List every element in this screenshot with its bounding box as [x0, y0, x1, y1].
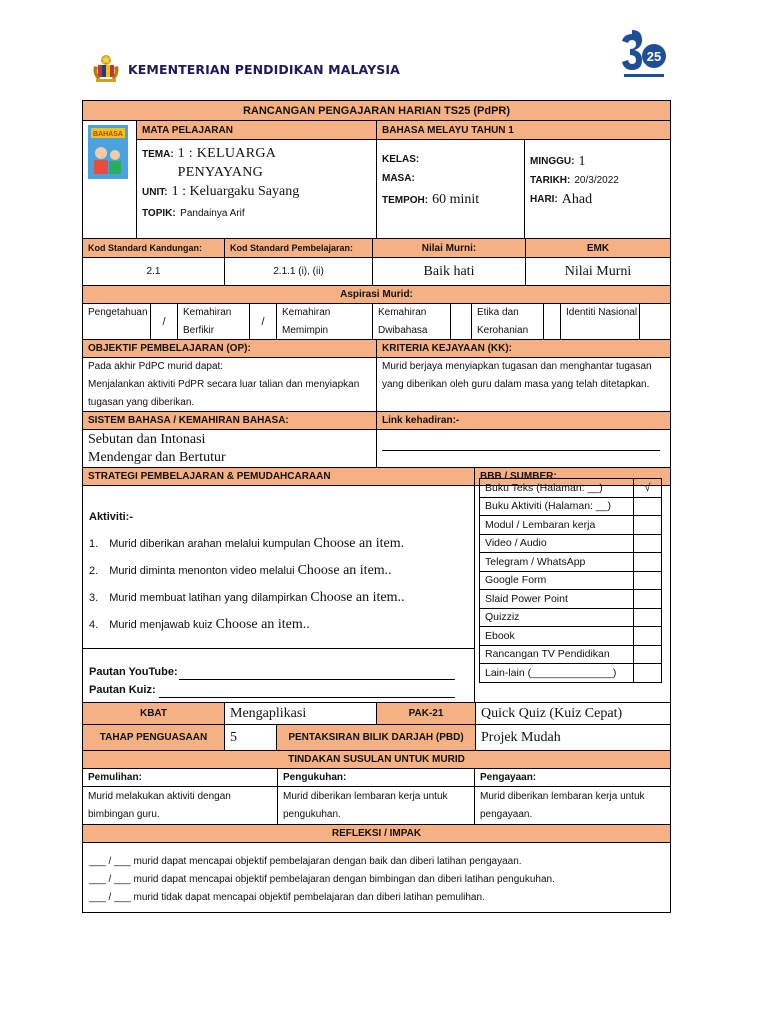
refleksi-row — [83, 843, 670, 913]
aspirasi-label-2: Kemahiran Berfikir — [178, 304, 250, 339]
pbd-label: PENTAKSIRAN BILIK DARJAH (PBD) — [277, 725, 476, 750]
sistem-row — [83, 430, 670, 468]
sistem-header-row — [83, 412, 670, 430]
form-title-row — [83, 101, 670, 121]
youtube-link-input[interactable] — [179, 679, 455, 680]
pengukuhan-text: Murid diberikan lembaran kerja untuk pengukuhan. — [278, 787, 475, 824]
book-cover-title: BAHASA — [93, 131, 123, 138]
form-title: RANCANGAN PENGAJARAN HARIAN TS25 (PdPR) — [242, 104, 511, 117]
activities-divider — [83, 648, 474, 649]
masa-label: MASA: — [382, 173, 415, 184]
pengukuhan-label: Pengukuhan: — [278, 769, 475, 786]
unit-value: 1 : Keluargaku Sayang — [171, 184, 300, 199]
sistem-value-1: Sebutan dan Intonasi — [88, 432, 206, 447]
kelas-label: KELAS: — [382, 154, 420, 165]
link-input[interactable] — [382, 450, 660, 451]
refleksi-line-2: ___ / ___ murid dapat mencapai objektif pembelajaran dengan bimbingan dan diberi latihan pengukuhan. — [89, 874, 555, 885]
bbb-tick[interactable] — [634, 646, 661, 664]
tahap-row — [83, 725, 670, 751]
op-kk-header-row — [83, 340, 670, 358]
activity-choice-1[interactable]: Choose an item. — [313, 536, 405, 551]
pengayaan-label: Pengayaan: — [480, 772, 537, 783]
ksk-label: Kod Standard Kandungan: — [83, 239, 225, 257]
bbb-tick[interactable] — [634, 516, 661, 534]
bbb-row: Quizziz — [480, 609, 661, 628]
topik-value: Pandainya Arif — [180, 208, 245, 219]
logo-text: 25 — [646, 49, 662, 64]
nilai-value: Baik hati — [373, 258, 526, 285]
kbat-value[interactable]: Mengaplikasi — [225, 703, 377, 724]
link-label: Link kehadiran:- — [382, 415, 460, 426]
ksp-label: Kod Standard Pembelajaran: — [225, 239, 373, 257]
topik-label: TOPIK: — [142, 208, 176, 219]
tarikh-label: TARIKH: — [530, 175, 571, 186]
book-cover-cell — [83, 121, 137, 238]
tahap-value[interactable]: 5 — [225, 725, 277, 750]
bbb-tick[interactable] — [634, 590, 661, 608]
pemulihan-label: Pemulihan: — [83, 769, 278, 786]
bbb-tick[interactable] — [634, 498, 661, 516]
tarikh-value: 20/3/2022 — [574, 175, 619, 186]
emk-label: EMK — [586, 242, 610, 254]
kuiz-label: Pautan Kuiz: — [89, 684, 156, 696]
pak-value[interactable]: Quick Quiz (Kuiz Cepat) — [481, 705, 623, 721]
minggu-label: MINGGU: — [530, 156, 575, 167]
emk-value: Nilai Murni — [564, 263, 632, 279]
mata-pelajaran-label: MATA PELAJARAN — [137, 121, 376, 140]
unit-label: UNIT: — [142, 186, 168, 198]
aspirasi-label-5: Etika dan Kerohanian — [472, 304, 544, 339]
bbb-tick[interactable] — [634, 535, 661, 553]
tindakan-text-row — [83, 787, 670, 825]
activity-choice-2[interactable]: Choose an item.. — [297, 563, 392, 578]
aktiviti-label: Aktiviti:- — [89, 511, 133, 523]
bbb-tick[interactable]: √ — [644, 481, 651, 494]
bbb-tick[interactable] — [634, 664, 661, 682]
malaysia-crest-icon — [91, 52, 121, 84]
subject-block — [83, 121, 670, 239]
bbb-row: Buku Aktiviti (Halaman: __) — [480, 498, 661, 517]
activity-choice-4[interactable]: Choose an item.. — [215, 617, 310, 632]
subject-info-cell — [137, 121, 377, 238]
refleksi-line-1: ___ / ___ murid dapat mencapai objektif pembelajaran dengan baik dan diberi latihan pengayaan. — [89, 856, 522, 867]
strategi-label: STRATEGI PEMBELAJARAN & PEMUDAHCARAAN — [83, 468, 475, 485]
ts25-logo-icon — [620, 26, 668, 80]
refleksi-cell — [83, 843, 670, 912]
standards-header-row — [83, 239, 670, 258]
kuiz-link-input[interactable] — [159, 697, 455, 698]
op-text-cell — [83, 358, 377, 411]
bbb-label: BBB / SUMBER: — [480, 471, 557, 482]
standards-values-row — [83, 258, 670, 286]
aspirasi-mark-2[interactable]: / — [250, 304, 277, 339]
activity-item-1: 1. Murid diberikan arahan melalui kumpulan Choose an item. — [89, 536, 405, 551]
tindakan-labels-row — [83, 769, 670, 787]
activity-item-3: 3. Murid membuat latihan yang dilampirkan Choose an item.. — [89, 590, 405, 605]
aspirasi-header-row — [83, 286, 670, 304]
aspirasi-label-1: Pengetahuan — [83, 304, 151, 339]
kk-label: KRITERIA KEJAYAAN (KK): — [382, 343, 513, 354]
bbb-row: Lain-lain (______________) — [480, 664, 661, 683]
pemulihan-text: Murid melakukan aktiviti dengan bimbingan guru. — [83, 787, 278, 824]
aspirasi-mark-1[interactable]: / — [151, 304, 178, 339]
textbook-cover-icon — [88, 125, 128, 179]
aspirasi-mark-4[interactable] — [451, 304, 472, 339]
aspirasi-label-4: Kemahiran Dwibahasa — [373, 304, 451, 339]
bbb-tick[interactable] — [634, 627, 661, 645]
aspirasi-row — [83, 304, 670, 340]
bbb-row: Slaid Power Point — [480, 590, 661, 609]
tema-label: TEMA: — [142, 149, 174, 160]
activity-item-2: 2. Murid diminta menonton video melalui Choose an item.. — [89, 563, 392, 578]
ksp-value: 2.1.1 (i), (ii) — [225, 258, 373, 285]
nilai-label: Nilai Murni: — [373, 239, 526, 257]
ksk-value: 2.1 — [83, 258, 225, 285]
bbb-row: Google Form — [480, 572, 661, 591]
bbb-tick[interactable] — [634, 572, 661, 590]
bbb-row: Video / Audio — [480, 535, 661, 554]
activity-item-4: 4. Murid menjawab kuiz Choose an item.. — [89, 617, 310, 632]
pak-label: PAK-21 — [377, 703, 476, 724]
bbb-row: Modul / Lembaran kerja — [480, 516, 661, 535]
bbb-row: Telegram / WhatsApp — [480, 553, 661, 572]
bbb-row: Ebook — [480, 627, 661, 646]
bbb-row: Rancangan TV Pendidikan — [480, 646, 661, 665]
op-text-2: Menjalankan aktiviti PdPR secara luar talian dan menyiapkan tugasan yang diberikan. — [88, 379, 360, 408]
op-text-1: Pada akhir PdPC murid dapat: — [88, 361, 224, 372]
aspirasi-mark-5[interactable] — [544, 304, 561, 339]
ministry-title: KEMENTERIAN PENDIDIKAN MALAYSIA — [128, 62, 400, 77]
activity-choice-3[interactable]: Choose an item.. — [310, 590, 405, 605]
bbb-tick[interactable] — [634, 553, 661, 571]
minggu-value: 1 — [578, 153, 586, 169]
aspirasi-mark-6[interactable] — [640, 304, 670, 339]
kk-text: Murid berjaya menyiapkan tugasan dan menghantar tugasan yang diberikan oleh guru dalam masa yang telah ditetapkan. — [382, 361, 652, 390]
op-label: OBJEKTIF PEMBELAJARAN (OP): — [83, 340, 377, 357]
tema-value: 1 : KELUARGA PENYAYANG — [177, 146, 276, 180]
aspirasi-label-6: Identiti Nasional — [561, 304, 640, 339]
class-info-cell — [377, 121, 670, 238]
aspirasi-label-3: Kemahiran Memimpin — [277, 304, 373, 339]
subject-name: BAHASA MELAYU TAHUN 1 — [377, 121, 670, 140]
op-kk-row — [83, 358, 670, 412]
refleksi-header-row — [83, 825, 670, 843]
tempoh-label: TEMPOH: — [382, 194, 429, 206]
aspirasi-label: Aspirasi Murid: — [340, 289, 413, 300]
tempoh-value: 60 minit — [432, 192, 480, 207]
bbb-row: Buku Teks (Halaman: __) √ — [480, 479, 661, 498]
bbb-tick[interactable] — [634, 609, 661, 627]
hari-value: Ahad — [561, 191, 593, 207]
link-cell — [377, 430, 670, 467]
pengayaan-text: Murid diberikan lembaran kerja untuk pengayaan. — [480, 791, 645, 820]
page-header — [0, 0, 768, 95]
tindakan-header-row — [83, 751, 670, 769]
bbb-table — [479, 478, 662, 683]
kbat-row — [83, 703, 670, 725]
hari-label: HARI: — [530, 194, 558, 205]
refleksi-label: REFLEKSI / IMPAK — [331, 828, 422, 839]
sistem-values — [83, 430, 377, 467]
pbd-value[interactable]: Projek Mudah — [481, 729, 561, 745]
youtube-label: Pautan YouTube: — [89, 666, 178, 678]
sistem-label: SISTEM BAHASA / KEMAHIRAN BAHASA: — [83, 412, 377, 429]
kbat-label: KBAT — [83, 703, 225, 724]
activities-cell — [83, 486, 475, 702]
tahap-label: TAHAP PENGUASAAN — [83, 725, 225, 750]
tindakan-label: TINDAKAN SUSULAN UNTUK MURID — [288, 754, 465, 765]
sistem-value-2: Mendengar dan Bertutur — [88, 450, 226, 465]
refleksi-line-3: ___ / ___ murid tidak dapat mencapai objektif pembelajaran dan diberi latihan pemulihan. — [89, 892, 485, 903]
